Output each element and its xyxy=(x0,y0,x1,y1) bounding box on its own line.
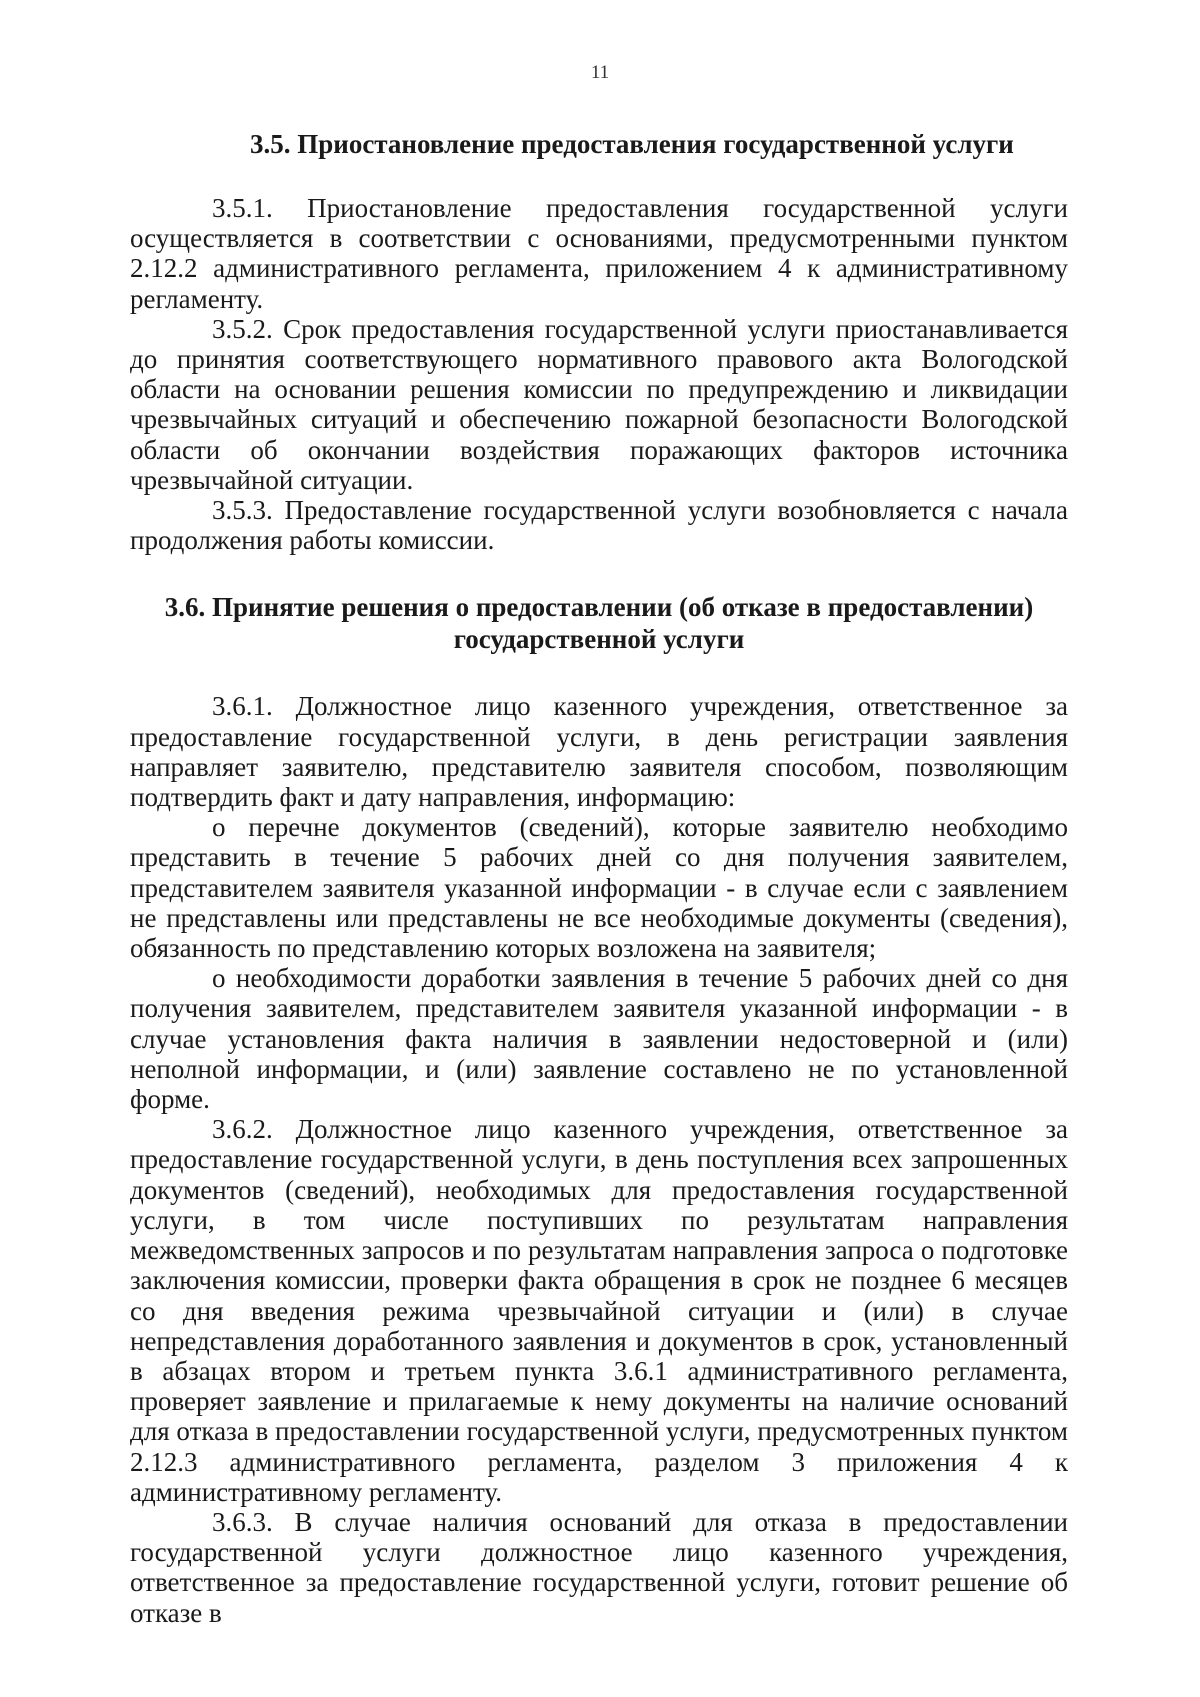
section-3-6-heading xyxy=(130,591,1068,655)
paragraph-3-6-1: 3.6.1. Должностное лицо казенного учреждения, ответственное за предоставление государственной услуги, в день регистрации заявления направляет заявителю, представителю заявителя способом, позволяющим подтвердить факт и дату направления, информацию: xyxy=(130,691,1068,813)
paragraph-3-6-3: 3.6.3. В случае наличия оснований для отказа в предоставлении государственной услуги должностное лицо казенного учреждения, ответственное за предоставление государственной услуги, готовит решение об отказе в xyxy=(130,1506,1068,1628)
page-number: 11 xyxy=(590,62,610,83)
paragraph-3-6-1-item-documents: о перечне документов (сведений), которые заявителю необходимо представить в течение 5 рабочих дней со дня получения заявителем, представителем заявителя указанной информации - в случае если с заявлением не представлены или представлены не все необходимые документы (сведения), обязанность по представлению которых возложена на заявителя; xyxy=(130,812,1068,964)
paragraph-3-5-2: 3.5.2. Срок предоставления государственной услуги приостанавливается до принятия соответствующего нормативного правового акта Вологодской области на основании решения комиссии по предупреждению и ликвидации чрезвычайных ситуаций и обеспечению пожарной безопасности Вологодской области об окончании воздействия поражающих факторов источника чрезвычайной ситуации. xyxy=(130,313,1068,495)
section-3-5-heading: 3.5. Приостановление предоставления государственной услуги xyxy=(250,129,1014,159)
paragraph-3-6-1-item-revision: о необходимости доработки заявления в течение 5 рабочих дней со дня получения заявителем, представителем заявителя указанной информации - в случае установления факта наличия в заявлении недостоверной и (или) неполной информации, и (или) заявление составлено не по установленной форме. xyxy=(130,963,1068,1115)
section-3-6-heading-line1: 3.6. Принятие решения о предоставлении (об отказе в предоставлении) xyxy=(164,592,1034,623)
paragraph-3-5-3: 3.5.3. Предоставление государственной услуги возобновляется с начала продолжения работы комиссии. xyxy=(130,495,1068,556)
paragraph-3-6-2: 3.6.2. Должностное лицо казенного учреждения, ответственное за предоставление государственной услуги, в день поступления всех запрошенных документов (сведений), необходимых для предоставления государственной услуги, в том числе поступивших по результатам направления межведомственных запросов и по результатам направления запроса о подготовке заключения комиссии, проверки факта обращения в срок не позднее 6 месяцев со дня введения режима чрезвычайной ситуации и (или) в случае непредставления доработанного заявления и документов в срок, установленный в абзацах втором и третьем пункта 3.6.1 административного регламента, проверяет заявление и прилагаемые к нему документы на наличие оснований для отказа в предоставлении государственной услуги, предусмотренных пунктом 2.12.3 административного регламента, разделом 3 приложения 4 к административному регламенту. xyxy=(130,1114,1068,1507)
section-3-6-heading-line2: государственной услуги xyxy=(453,624,745,655)
paragraph-3-5-1: 3.5.1. Приостановление предоставления государственной услуги осуществляется в соответствии с основаниями, предусмотренными пунктом 2.12.2 административного регламента, приложением 4 к административному регламенту. xyxy=(130,193,1068,314)
page-content xyxy=(130,128,1068,1628)
